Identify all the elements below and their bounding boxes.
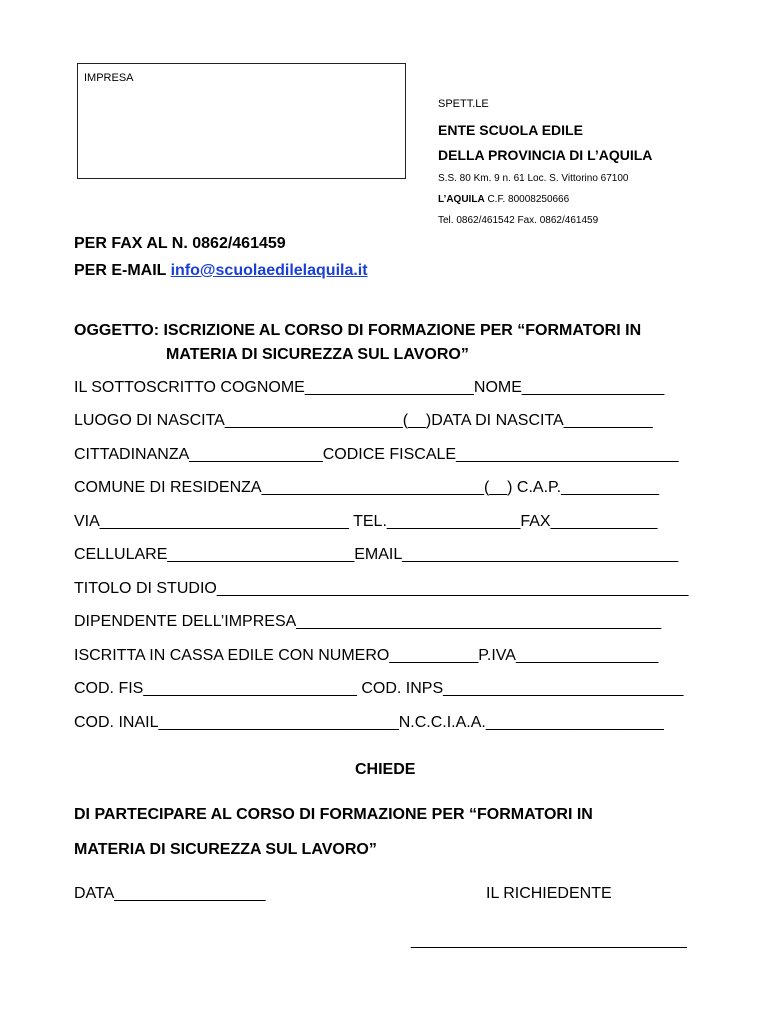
request-line1: DI PARTECIPARE AL CORSO DI FORMAZIONE PER “FORMATORI IN bbox=[74, 806, 593, 823]
field-via-tel-fax[interactable]: VIA____________________________ TEL._______________FAX____________ bbox=[74, 513, 658, 530]
recipient-city: L’AQUILA bbox=[438, 194, 485, 205]
field-cognome-nome[interactable]: IL SOTTOSCRITTO COGNOME___________________NOME________________ bbox=[74, 379, 665, 396]
field-comune-residenza-cap[interactable]: COMUNE DI RESIDENZA_________________________(__) C.A.P.___________ bbox=[74, 479, 659, 496]
field-dipendente-impresa[interactable]: DIPENDENTE DELL’IMPRESA_________________________________________ bbox=[74, 613, 662, 630]
field-cellulare-email[interactable]: CELLULARE_____________________EMAIL_______________________________ bbox=[74, 546, 679, 563]
recipient-address: S.S. 80 Km. 9 n. 61 Loc. S. Vittorino 67100 bbox=[438, 173, 629, 184]
recipient-phone: Tel. 0862/461542 Fax. 0862/461459 bbox=[438, 215, 599, 226]
subject-line2: MATERIA DI SICUREZZA SUL LAVORO” bbox=[166, 346, 469, 363]
field-titolo-studio[interactable]: TITOLO DI STUDIO_____________________________________________________ bbox=[74, 580, 689, 597]
request-heading: CHIEDE bbox=[355, 761, 416, 778]
fax-line: PER FAX AL N. 0862/461459 bbox=[74, 235, 286, 252]
subject-line1: OGGETTO: ISCRIZIONE AL CORSO DI FORMAZIONE PER “FORMATORI IN bbox=[74, 322, 642, 339]
impresa-label: IMPRESA bbox=[84, 72, 134, 84]
request-line2: MATERIA DI SICUREZZA SUL LAVORO” bbox=[74, 841, 377, 858]
recipient-city-cf bbox=[438, 194, 569, 205]
recipient-line2: DELLA PROVINCIA DI L’AQUILA bbox=[438, 147, 653, 163]
recipient-line1: ENTE SCUOLA EDILE bbox=[438, 122, 583, 138]
field-inail-ncciaa[interactable]: COD. INAIL___________________________N.C.C.I.A.A.____________________ bbox=[74, 714, 664, 731]
signer-label: IL RICHIEDENTE bbox=[486, 885, 612, 902]
recipient-cf: C.F. 80008250666 bbox=[484, 194, 570, 205]
field-luogo-data-nascita[interactable]: LUOGO DI NASCITA____________________(__)DATA DI NASCITA__________ bbox=[74, 412, 653, 429]
impresa-box bbox=[77, 63, 406, 179]
field-cassa-edile-piva[interactable]: ISCRITTA IN CASSA EDILE CON NUMERO__________P.IVA________________ bbox=[74, 647, 659, 664]
email-line bbox=[74, 262, 368, 280]
recipient-spett: SPETT.LE bbox=[438, 98, 489, 110]
date-field[interactable]: DATA_________________ bbox=[74, 885, 266, 902]
email-link[interactable]: info@scuolaedilelaquila.it bbox=[170, 262, 368, 279]
email-label: PER E-MAIL bbox=[74, 262, 171, 279]
field-codfis-inps[interactable]: COD. FIS________________________ COD. INPS___________________________ bbox=[74, 680, 684, 697]
signature-line[interactable]: _______________________________ bbox=[411, 932, 687, 949]
field-cittadinanza-codice-fiscale[interactable]: CITTADINANZA_______________CODICE FISCALE_________________________ bbox=[74, 446, 679, 463]
